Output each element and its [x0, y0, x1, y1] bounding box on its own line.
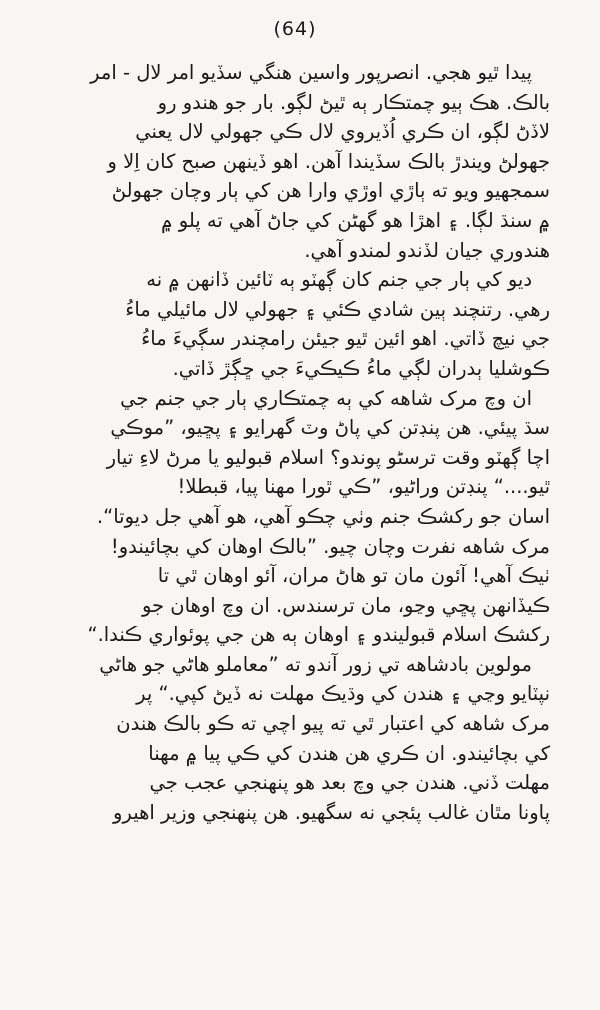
text-line: رهي. رتنچند ٻين شادي ڪئي ۽ جهولي لال مائيلي ماءُ: [125, 297, 550, 321]
text-line: ان وچ مرک شاهه کي ٻه چمتڪاري ٻار جي جنم جي: [120, 386, 532, 410]
page-number: (64): [273, 18, 317, 40]
text-line: مرک شاهه کي اعتبار ٿي ته پيو اچي ته ڪو بالڪ هندن: [116, 712, 550, 736]
paragraph: [40, 58, 550, 265]
text-line: پيدا ٿيو هجي. انصرپور واسين هنگي سڏيو امر لال - امر: [90, 61, 532, 84]
text-line: جهولڻ ويندڙ بالڪ سڏيندا آهن. اهو ڏينهن صبح کان اِلا و: [107, 149, 550, 173]
text-line: اچا ڳهٽو وقت ترسڻو پوندو؟ اسلام قبوليو يا مرڻ لاءِ تيار: [106, 445, 550, 469]
text-line: ٺيڪ آهي! آئون مان تو هاڻ مران، آئو اوهان ٿي تا: [157, 564, 550, 588]
text-line: اسان جو رکشڪ جنم وٺي چڪو آهي، هو آهي جل ديوتا“.: [96, 504, 550, 528]
paragraph: [40, 384, 550, 650]
text-line: مرک شاهه نفرت وچان چيو. ”بالڪ اوهان کي بچائيندو!: [110, 534, 550, 558]
text-line: ڪوشليا ٻدران لڳي ماءُ ڪيڪيءَ جي ڇڳڙ ڏاتي.: [172, 356, 550, 380]
text-line: لاڏڻ لڳو، ان ڪري اُڏيروي لال ڪي جهولي لال يعني: [135, 120, 550, 144]
text-line: پاونا مٿان غالب پئجي نه سگهيو. هن پنهنجي وزير اهيرو: [113, 800, 550, 824]
paragraph: [40, 265, 550, 383]
text-line: هندوري جيان لڏندو لمندو آهي.: [304, 238, 550, 262]
text-line: بالڪ. هڪ ٻيو چمتڪار ٻه ٿيڻ لڳو. بار جو هندو رو: [157, 90, 550, 114]
text-line: سمجهيو ويو ته ٻاڙي اوڙي وارا هن کي ٻار وچان جهولڻ: [111, 179, 550, 203]
paragraph: [40, 650, 550, 828]
text-line: نپٽايو وڃي ۽ هندن کي وڌيڪ مهلت نه ڏيڻ کپي.“ پر: [136, 682, 550, 706]
text-line: ۾ سنڌ لڳا. ۽ اهڙا هو گهڻن کي جاڻ آهي ته پلو ۾: [161, 208, 550, 232]
text-line: ديو کي ٻار جي جنم کان ڳهٽو ٻه ٽائين ڏانهن ۾ نه: [146, 268, 532, 292]
text-line: مولوين بادشاهه تي زور آندو ته ”معاملو هاڻي جو هاڻي: [99, 652, 532, 676]
text-line: جي نيچ ڏاتي. اهو ائين ٿيو جيئن رامچندر سڳيءَ ماءُ: [141, 327, 550, 351]
text-line: مهلت ڏني. هندن جي وچ بعد هو پنهنجي عجب جي: [149, 771, 550, 795]
text-line: سڌ پيئي. هن پنڊتن کي پاڻ وٽ گهرايو ۽ پڇيو، ”موڪي: [110, 416, 550, 440]
text-line: رکشڪ اسلام قبوليندو ۽ اوهان ٻه هن جي پوئواري ڪندا.“: [87, 623, 550, 647]
text-line: ٿيو....“ پنڊتن وراڻيو، ”ڪي ٿورا مهنا پيا، قبطلا!: [177, 475, 550, 499]
text-line: ڪيڏانهن پڇي وڃو، مان ترسندس. ان وچ اوهان جو: [141, 593, 550, 617]
text-line: کي بچائيندو. ان ڪري هن هندن کي ڪي پيا ۾ مهنا: [148, 741, 550, 765]
body-text: [40, 58, 550, 827]
